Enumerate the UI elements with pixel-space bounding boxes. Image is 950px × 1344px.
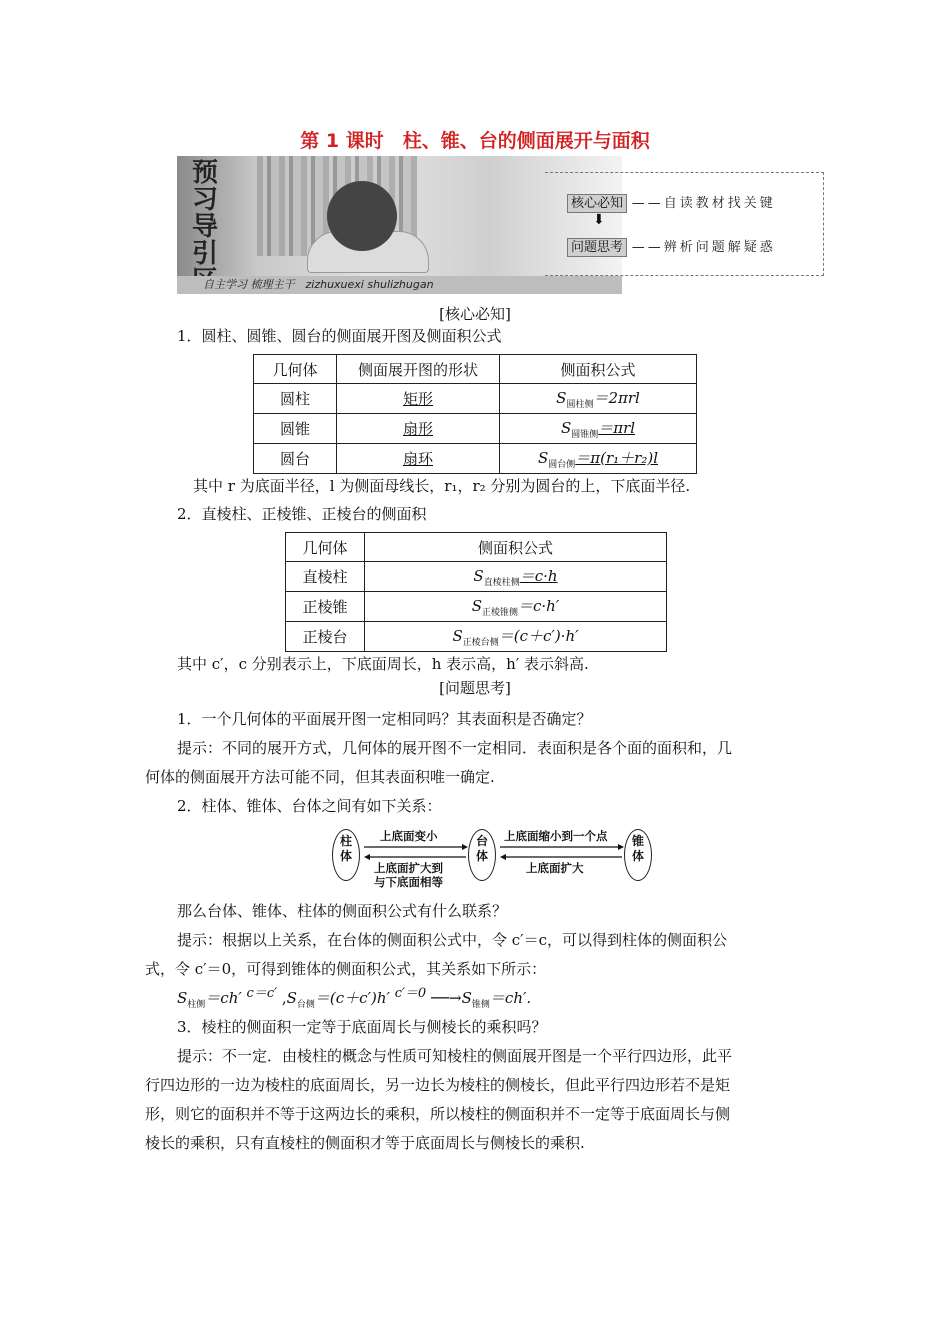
cell-solid: 圆锥 (254, 414, 337, 444)
question-3: 3．棱柱的侧面积一定等于底面周长与侧棱长的乘积吗？ (177, 1018, 547, 1036)
cell-shape (337, 414, 500, 444)
label-bottom-right: 上底面扩大 (526, 861, 584, 875)
label-top-left: 上底面变小 (380, 829, 438, 843)
item-1-title: 1．圆柱、圆锥、圆台的侧面展开图及侧面积公式 (177, 327, 502, 345)
shape-answer: 矩形 (402, 390, 433, 408)
table-row (254, 414, 697, 444)
banner-dashed-box (545, 172, 824, 276)
cell-formula (365, 592, 667, 622)
table-row (286, 622, 667, 652)
tag-question-thinking: 问题思考 (567, 238, 627, 257)
formula-sub: 正棱台侧 (462, 638, 499, 648)
table-row (286, 562, 667, 592)
formula-s: S (556, 389, 567, 407)
arrowhead (364, 854, 370, 860)
table-row (254, 384, 697, 414)
node-label: 台体 (475, 834, 488, 863)
cell-formula (500, 384, 697, 414)
cell-solid: 圆柱 (254, 384, 337, 414)
arrow-right-icon: ──→ (430, 989, 462, 1007)
table-header: 侧面积公式 (500, 355, 697, 384)
cell-formula (365, 562, 667, 592)
formula-s: S (471, 597, 482, 615)
formula-s: S (560, 419, 572, 437)
formula-separator: , (281, 989, 287, 1007)
formula-sub: 台侧 (296, 1000, 315, 1010)
node-label: 柱体 (339, 834, 352, 863)
question-2: 2．柱体、锥体、台体之间有如下关系： (177, 797, 442, 815)
formula-s: S (286, 989, 297, 1007)
cell-solid: 圆台 (254, 444, 337, 474)
formula-eq: ＝πrl (598, 419, 636, 437)
solid-relation-diagram (330, 825, 660, 889)
node-label: 锥体 (631, 834, 644, 863)
formula-eq: ＝(c＋c′)·h′ (498, 627, 579, 645)
formula-eq: ＝c·h′ (518, 597, 560, 615)
table-header: 侧面展开图的形状 (337, 355, 500, 384)
cell-formula (365, 622, 667, 652)
arrowhead (500, 854, 506, 860)
section-heading-core: [核心必知] (439, 305, 511, 323)
formula-s: S (461, 989, 472, 1007)
arrowhead (618, 844, 624, 850)
formula-sub: 圆柱侧 (566, 400, 594, 410)
question-2-follow: 那么台体、锥体、柱体的侧面积公式有什么联系？ (177, 902, 508, 920)
page-title: 第 1 课时 柱、锥、台的侧面展开与面积 (300, 130, 650, 152)
banner-tag-row-1 (567, 192, 776, 211)
reader-head-graphic (327, 181, 397, 251)
formula-eq: ＝2πrl (593, 389, 640, 407)
answer-2-line-1: 提示：根据以上关系，在台体的侧面积公式中，令 c′＝c，可以得到柱体的侧面积公 (177, 931, 727, 949)
answer-3-line-3: 形，则它的面积并不等于这两边长的乘积，所以棱柱的侧面积并不一定等于底面周长与侧 (145, 1105, 731, 1123)
table-cylinder-cone-frustum (253, 354, 697, 474)
formula-eq: ＝ch′. (489, 989, 532, 1007)
formula-sub: 圆台侧 (548, 460, 576, 470)
shape-answer: 扇环 (402, 450, 433, 468)
shape-answer: 扇形 (402, 420, 433, 438)
answer-3-line-4: 棱长的乘积，只有直棱柱的侧面积才等于底面周长与侧棱长的乘积. (145, 1134, 585, 1152)
formula-eq: ＝(c＋c′)h′ (314, 989, 390, 1007)
formula-sub: 圆锥侧 (571, 430, 599, 440)
formula-s: S (473, 567, 484, 585)
formula-eq: ＝ch′ (205, 989, 242, 1007)
banner-tag-row-2 (567, 236, 776, 255)
table-row (254, 444, 697, 474)
down-arrow-icon: ⬇ (593, 212, 605, 228)
formula-condition: c＝c′ (246, 986, 278, 1001)
cell-solid: 直棱柱 (286, 562, 365, 592)
arrowhead (462, 844, 468, 850)
banner-vertical-title: 预习导引 (191, 158, 218, 269)
label-top-right: 上底面缩小到一个点 (504, 829, 608, 843)
formula-s: S (537, 449, 549, 467)
table-header: 几何体 (286, 533, 365, 562)
tagline-1: ——自读教材找关键 (631, 196, 776, 211)
answer-3-line-1: 提示：不一定．由棱柱的概念与性质可知棱柱的侧面展开图是一个平行四边形，此平 (177, 1047, 733, 1065)
cell-solid: 正棱台 (286, 622, 365, 652)
cell-formula (500, 444, 697, 474)
answer-1-line-1: 提示：不同的展开方式，几何体的展开图不一定相同．表面积是各个面的面积和，几 (177, 739, 733, 757)
formula-s: S (452, 627, 463, 645)
note-2: 其中 c′，c 分别表示上，下底面周长，h 表示高，h′ 表示斜高. (177, 655, 589, 673)
formula-eq: ＝π(r₁＋r₂)l (575, 449, 659, 467)
table-prism-pyramid-frustum (285, 532, 667, 652)
label-bottom-left-2: 与下底面相等 (374, 875, 443, 889)
formula-eq: ＝c·h (519, 567, 558, 585)
item-2-title: 2．直棱柱、正棱锥、正棱台的侧面积 (177, 505, 427, 523)
cell-formula (500, 414, 697, 444)
table-header: 几何体 (254, 355, 337, 384)
formula-sub: 锥侧 (471, 1000, 490, 1010)
cell-shape (337, 384, 500, 414)
formula-sub: 正棱锥侧 (482, 608, 519, 618)
answer-1-line-2: 何体的侧面展开方法可能不同，但其表面积唯一确定. (145, 768, 495, 786)
banner-strip-text: 自主学习 梳理主干 zizhuxuexi shulizhugan (177, 276, 622, 294)
formula-sub: 柱侧 (187, 1000, 206, 1010)
answer-3-line-2: 行四边形的一边为棱柱的底面周长，另一边长为棱柱的侧棱长，但此平行四边形若不是矩 (145, 1076, 731, 1094)
question-1: 1．一个几何体的平面展开图一定相同吗？其表面积是否确定？ (177, 710, 592, 728)
note-1: 其中 r 为底面半径，l 为侧面母线长，r₁，r₂ 分别为圆台的上，下底面半径. (193, 477, 691, 495)
cell-solid: 正棱锥 (286, 592, 365, 622)
answer-2-line-2: 式，令 c′＝0，可得到锥体的侧面积公式，其关系如下所示： (145, 960, 547, 978)
tag-core-knowledge: 核心必知 (567, 194, 627, 213)
table-row (286, 592, 667, 622)
section-heading-questions: [问题思考] (439, 679, 511, 697)
cell-shape (337, 444, 500, 474)
tagline-2: ——辨析问题解疑惑 (631, 240, 776, 255)
formula-s: S (177, 989, 188, 1007)
formula-sub: 直棱柱侧 (483, 578, 520, 588)
formula-condition: c′＝0 (394, 986, 427, 1001)
table-header: 侧面积公式 (365, 533, 667, 562)
label-bottom-left-1: 上底面扩大到 (374, 861, 443, 875)
